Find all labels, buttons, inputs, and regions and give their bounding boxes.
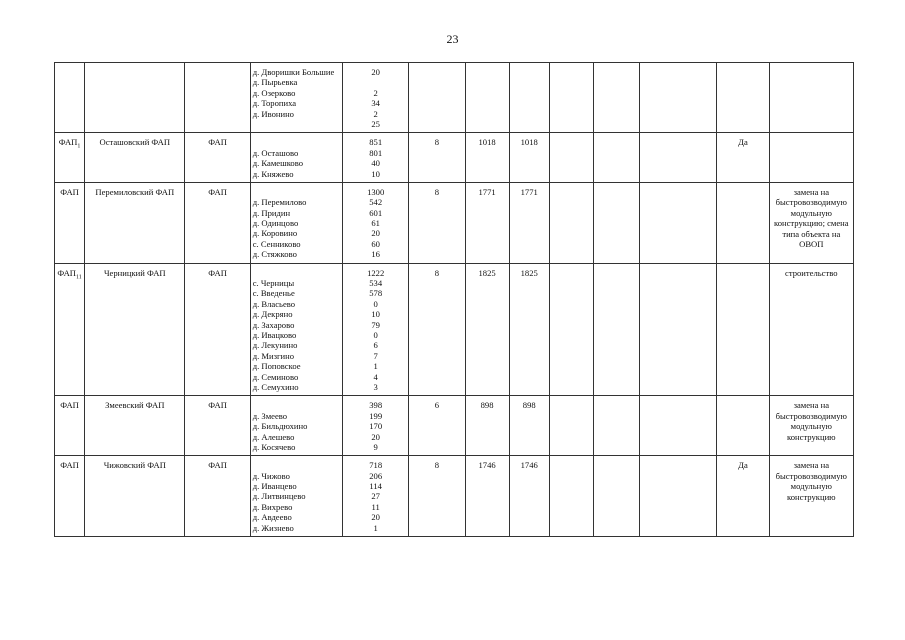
settlement-population: 61 [371,218,380,229]
column-c6-value: 898 [480,400,494,411]
column-c11-cell [717,182,769,263]
column-c7-value: 1018 [520,137,538,148]
column-c5-value: 6 [434,400,440,411]
facility-kind: ФАП [208,400,227,411]
column-c5-value: 8 [434,137,440,148]
population-cell [343,133,409,183]
facility-kind-cell [185,133,250,183]
facility-kind-cell [185,63,250,133]
column-c12-cell [769,456,853,537]
settlement-name: д. Бильдюхино [252,421,308,432]
column-c9-cell [593,182,639,263]
population-cell [343,182,409,263]
column-c11-cell [717,456,769,537]
facility-kind: ФАП [208,460,227,471]
settlement-name: д. Перемилово [252,197,307,208]
settlement-population: 0 [373,298,378,309]
column-c8-cell [549,263,593,396]
column-c8-cell [549,63,593,133]
facility-type-cell [55,133,85,183]
settlement-population: 20 [371,67,380,77]
facility-type: ФАП [57,267,76,278]
settlement-population: 114 [369,481,382,492]
settlement-population: 578 [369,288,383,299]
column-c11-cell [717,263,769,396]
column-c11-cell [717,63,769,133]
facility-kind-cell [185,263,250,396]
settlement-name: д. Авдеево [252,512,292,523]
settlement-population: 1 [373,522,378,533]
population-cell [343,263,409,396]
column-c11-value: Да [738,460,748,471]
settlement-name: д. Жизнево [252,522,294,533]
population-cell [343,456,409,537]
column-c12-cell [769,63,853,133]
settlement-population: 4 [373,371,378,382]
column-c6-cell [465,63,509,133]
facility-name-cell [85,182,185,263]
settlement-name: с. Черницы [252,278,295,289]
settlements-cell [250,396,342,456]
column-c7-cell [509,263,549,396]
column-c8-cell [549,396,593,456]
settlement-population: 801 [369,147,383,158]
settlement-name: д. Чижово [252,470,290,481]
column-c6-cell [465,396,509,456]
facility-type-cell [55,63,85,133]
settlement-name: д. Декряно [252,309,293,320]
facility-type: ФАП [60,460,79,471]
settlement-population: 170 [369,421,383,432]
column-c10-cell [640,396,717,456]
column-c11-value: Да [738,137,748,148]
column-c6-value: 1825 [478,267,496,278]
column-c11-cell [717,133,769,183]
column-c11-cell [717,396,769,456]
settlement-name: с. Введенье [252,288,295,299]
column-c9-cell [593,63,639,133]
column-c6-value: 1771 [478,186,496,197]
settlement-population: 601 [369,207,383,218]
settlement-name: д. Озерково [252,87,296,98]
settlements-cell [250,133,342,183]
settlement-population: 1 [373,361,378,372]
settlement-name: д. Осташово [252,147,299,158]
population-total: 398 [369,400,383,411]
column-c7-value: 1825 [520,267,538,278]
settlements-cell [250,456,342,537]
table-row [55,133,854,183]
column-c12-cell [769,182,853,263]
facility-type-cell [55,456,85,537]
settlement-name: д. Мизгино [252,350,295,361]
settlement-name: д. Коровино [252,228,298,239]
facility-type-subscript: 1 [77,144,81,151]
settlement-population: 34 [371,98,380,109]
facility-kind-cell [185,456,250,537]
settlement-name: д. Иванцево [252,481,297,492]
facility-name-cell [85,456,185,537]
settlement-population: 27 [371,491,380,502]
column-c12-value: замена на быстровозводимую модульную конструкцию; смена типа объекта на ОВОП [773,186,849,249]
column-c5-cell [409,456,465,537]
column-c5-cell [409,133,465,183]
facility-name: Черницкий ФАП [103,267,166,278]
column-c12-cell [769,133,853,183]
column-c10-cell [640,133,717,183]
settlement-name: д. Косячево [252,441,296,452]
column-c6-cell [465,133,509,183]
facility-name-cell [85,396,185,456]
facility-name: Змеевский ФАП [105,400,165,411]
column-c12-value: замена на быстровозводимую модульную конструкцию [775,400,847,442]
settlement-population: 6 [373,340,378,351]
facility-name-cell [85,263,185,396]
settlement-population: 0 [373,330,378,340]
column-c12-value: строительство [785,267,838,278]
settlement-population: 20 [371,431,380,442]
settlement-name: д. Придин [252,207,291,218]
settlement-population: 10 [371,309,380,320]
settlements-cell [250,182,342,263]
column-c12-cell [769,396,853,456]
settlement-name: д. Захарово [252,319,295,330]
facility-name-cell [85,63,185,133]
settlement-name: д. Стяжково [252,249,297,260]
column-c7-cell [509,396,549,456]
column-c5-cell [409,63,465,133]
settlement-population: 534 [369,278,383,289]
settlements-cell [250,263,342,396]
settlement-name: д. Лекунино [252,340,298,351]
settlement-population: 199 [369,410,383,421]
settlement-name: д. Змеево [252,410,288,421]
settlements-cell [250,63,342,133]
settlement-name: д. Дворишки Большие [252,67,335,77]
table-row [55,263,854,396]
facility-kind-cell [185,182,250,263]
facility-kind: ФАП [208,137,227,148]
population-cell [343,396,409,456]
column-c7-cell [509,182,549,263]
column-c6-cell [465,182,509,263]
column-c5-cell [409,182,465,263]
column-c9-cell [593,456,639,537]
column-c5-value: 8 [434,460,440,471]
column-c8-cell [549,456,593,537]
column-c5-cell [409,396,465,456]
settlement-population: 9 [373,441,378,452]
column-c10-cell [640,182,717,263]
column-c9-cell [593,133,639,183]
column-c9-cell [593,396,639,456]
table-body [55,63,854,537]
settlement-population: 20 [371,228,380,239]
settlement-population: 2 [373,108,378,119]
settlement-name: д. Семиново [252,371,299,382]
settlement-population: 3 [373,381,378,392]
column-c6-value: 1746 [478,460,496,471]
population-total: 1300 [367,186,385,197]
settlement-name: д. Алешево [252,431,295,442]
settlement-name: д. Поповское [252,361,301,372]
population-total: 1222 [367,267,385,278]
settlement-name: д. Ивонино [252,108,294,119]
facilities-table [54,62,854,537]
column-c8-cell [549,182,593,263]
facility-name: Чижовский ФАП [103,460,166,471]
column-c8-cell [549,133,593,183]
population-total: 851 [369,137,383,148]
facility-name: Перемиловский ФАП [95,186,175,197]
page-number: 23 [446,32,459,46]
facility-type-cell [55,396,85,456]
column-c6-cell [465,263,509,396]
facility-type-cell [55,182,85,263]
facility-type: ФАП [60,400,79,411]
settlement-population: 20 [371,512,380,523]
facility-type: ФАП [58,137,78,148]
table-row [55,182,854,263]
settlement-population: 11 [371,501,380,512]
settlement-name: д. Одинцово [252,218,299,229]
settlement-name: с. Сенниково [252,238,301,249]
column-c5-value: 8 [434,186,440,197]
settlement-name: д. Торопиха [252,98,297,109]
column-c9-cell [593,263,639,396]
column-c12-cell [769,263,853,396]
column-c6-value: 1018 [478,137,496,148]
column-c5-value: 8 [434,267,440,278]
settlement-population: 7 [373,350,378,361]
population-total: 718 [369,460,383,471]
population-cell [343,63,409,133]
column-c7-cell [509,133,549,183]
settlement-population: 206 [369,470,383,481]
column-c7-value: 1771 [520,186,538,197]
facility-kind-cell [185,396,250,456]
column-c6-cell [465,456,509,537]
settlement-population: 16 [371,249,380,260]
facility-name-cell [85,133,185,183]
settlement-name: д. Вихрево [252,501,293,512]
table-row [55,456,854,537]
column-c10-cell [640,63,717,133]
settlement-population: 60 [371,238,380,249]
settlement-population: 10 [371,168,380,179]
column-c10-cell [640,263,717,396]
facility-type-subscript: 11 [76,274,82,281]
column-c5-cell [409,263,465,396]
facility-name: Осташовский ФАП [99,137,171,148]
column-c7-cell [509,63,549,133]
table-row [55,63,854,133]
settlement-name: д. Власьево [252,298,296,309]
settlement-population: 79 [371,319,380,330]
settlement-name: д. Ивацково [252,330,297,340]
column-c10-cell [640,456,717,537]
settlement-name: д. Литвинцево [252,491,306,502]
settlement-name: д. Пырьевка [252,77,298,88]
column-c12-value: замена на быстровозводимую модульную конструкцию [775,460,847,502]
facility-kind: ФАП [208,267,227,278]
column-c7-value: 1746 [520,460,538,471]
settlement-population: 2 [373,87,378,98]
column-c7-cell [509,456,549,537]
settlement-population: 25 [371,118,380,129]
settlement-population: 40 [371,158,380,169]
facility-type-cell [55,263,85,396]
facility-kind: ФАП [208,186,227,197]
settlement-name: д. Семухино [252,381,299,392]
table-row [55,396,854,456]
column-c7-value: 898 [522,400,536,411]
settlement-name: д. Княжево [252,168,294,179]
facility-type: ФАП [60,186,79,197]
settlement-name: д. Камешково [252,158,304,169]
settlement-population: 542 [369,197,383,208]
